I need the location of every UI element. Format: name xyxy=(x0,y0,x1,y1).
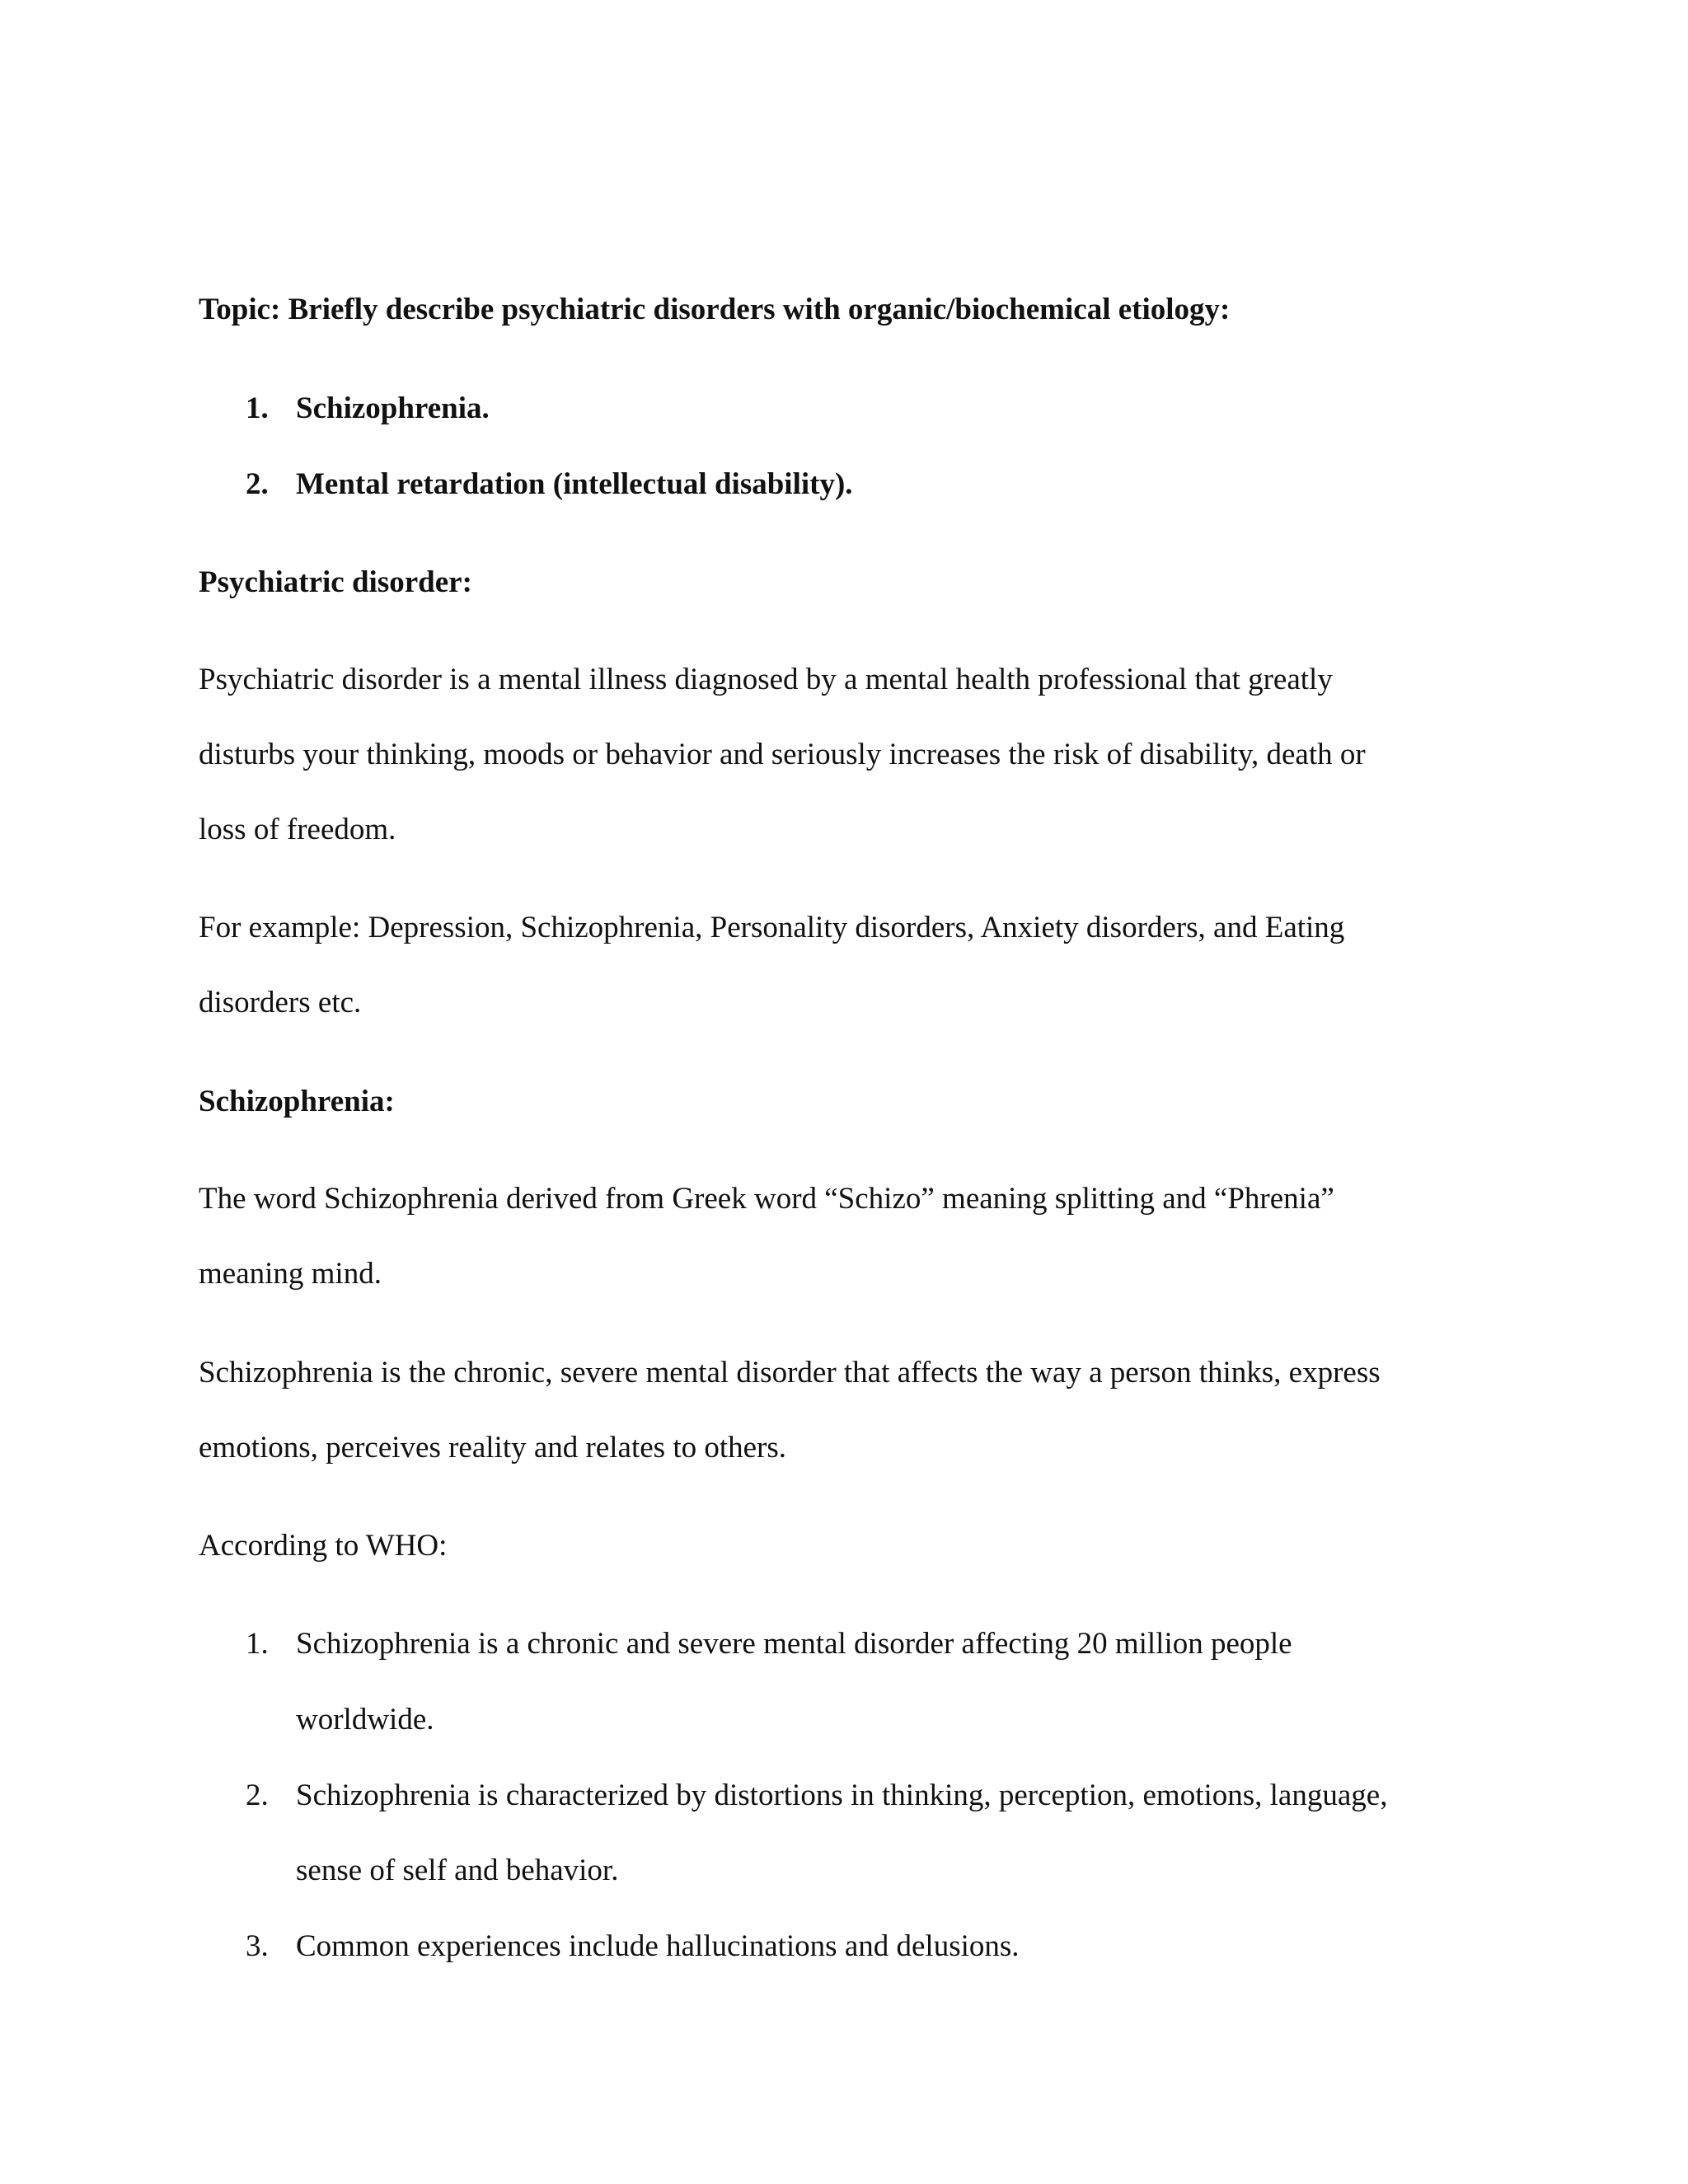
topic-list-item: Mental retardation (intellectual disability). xyxy=(296,467,853,501)
paragraph-line: loss of freedom. xyxy=(199,813,396,846)
paragraph-line: For example: Depression, Schizophrenia, Personality disorders, Anxiety disorders, and Eating xyxy=(199,911,1345,944)
who-list-item-line: sense of self and behavior. xyxy=(296,1854,619,1887)
paragraph-line: The word Schizophrenia derived from Greek word “Schizo” meaning splitting and “Phrenia” xyxy=(199,1182,1334,1216)
paragraph-line: Psychiatric disorder is a mental illness diagnosed by a mental health professional that greatly xyxy=(199,663,1333,696)
paragraph-line: Schizophrenia is the chronic, severe mental disorder that affects the way a person thinks, express xyxy=(199,1356,1381,1390)
section-heading-psychiatric: Psychiatric disorder: xyxy=(199,565,472,599)
paragraph-line: meaning mind. xyxy=(199,1257,382,1291)
topic-list-number: 2. xyxy=(246,467,269,501)
paragraph-line: disturbs your thinking, moods or behavior and seriously increases the risk of disability, death or xyxy=(199,738,1366,771)
who-list-number: 1. xyxy=(246,1627,269,1661)
who-list-item-line: Schizophrenia is characterized by distortions in thinking, perception, emotions, language, xyxy=(296,1779,1388,1812)
who-list-item-line: Common experiences include hallucinations and delusions. xyxy=(296,1929,1020,1963)
who-list-number: 2. xyxy=(246,1779,269,1812)
section-heading-schizophrenia: Schizophrenia: xyxy=(199,1085,395,1118)
topic-list-number: 1. xyxy=(246,391,269,425)
who-heading: According to WHO: xyxy=(199,1529,448,1563)
who-list-item-line: worldwide. xyxy=(296,1703,434,1736)
paragraph-line: disorders etc. xyxy=(199,986,362,1019)
who-list-number: 3. xyxy=(246,1929,269,1963)
paragraph-line: emotions, perceives reality and relates to others. xyxy=(199,1431,787,1465)
topic-heading: Topic: Briefly describe psychiatric disorders with organic/biochemical etiology: xyxy=(199,293,1231,326)
topic-list-item: Schizophrenia. xyxy=(296,391,490,425)
who-list-item-line: Schizophrenia is a chronic and severe mental disorder affecting 20 million people xyxy=(296,1627,1292,1661)
